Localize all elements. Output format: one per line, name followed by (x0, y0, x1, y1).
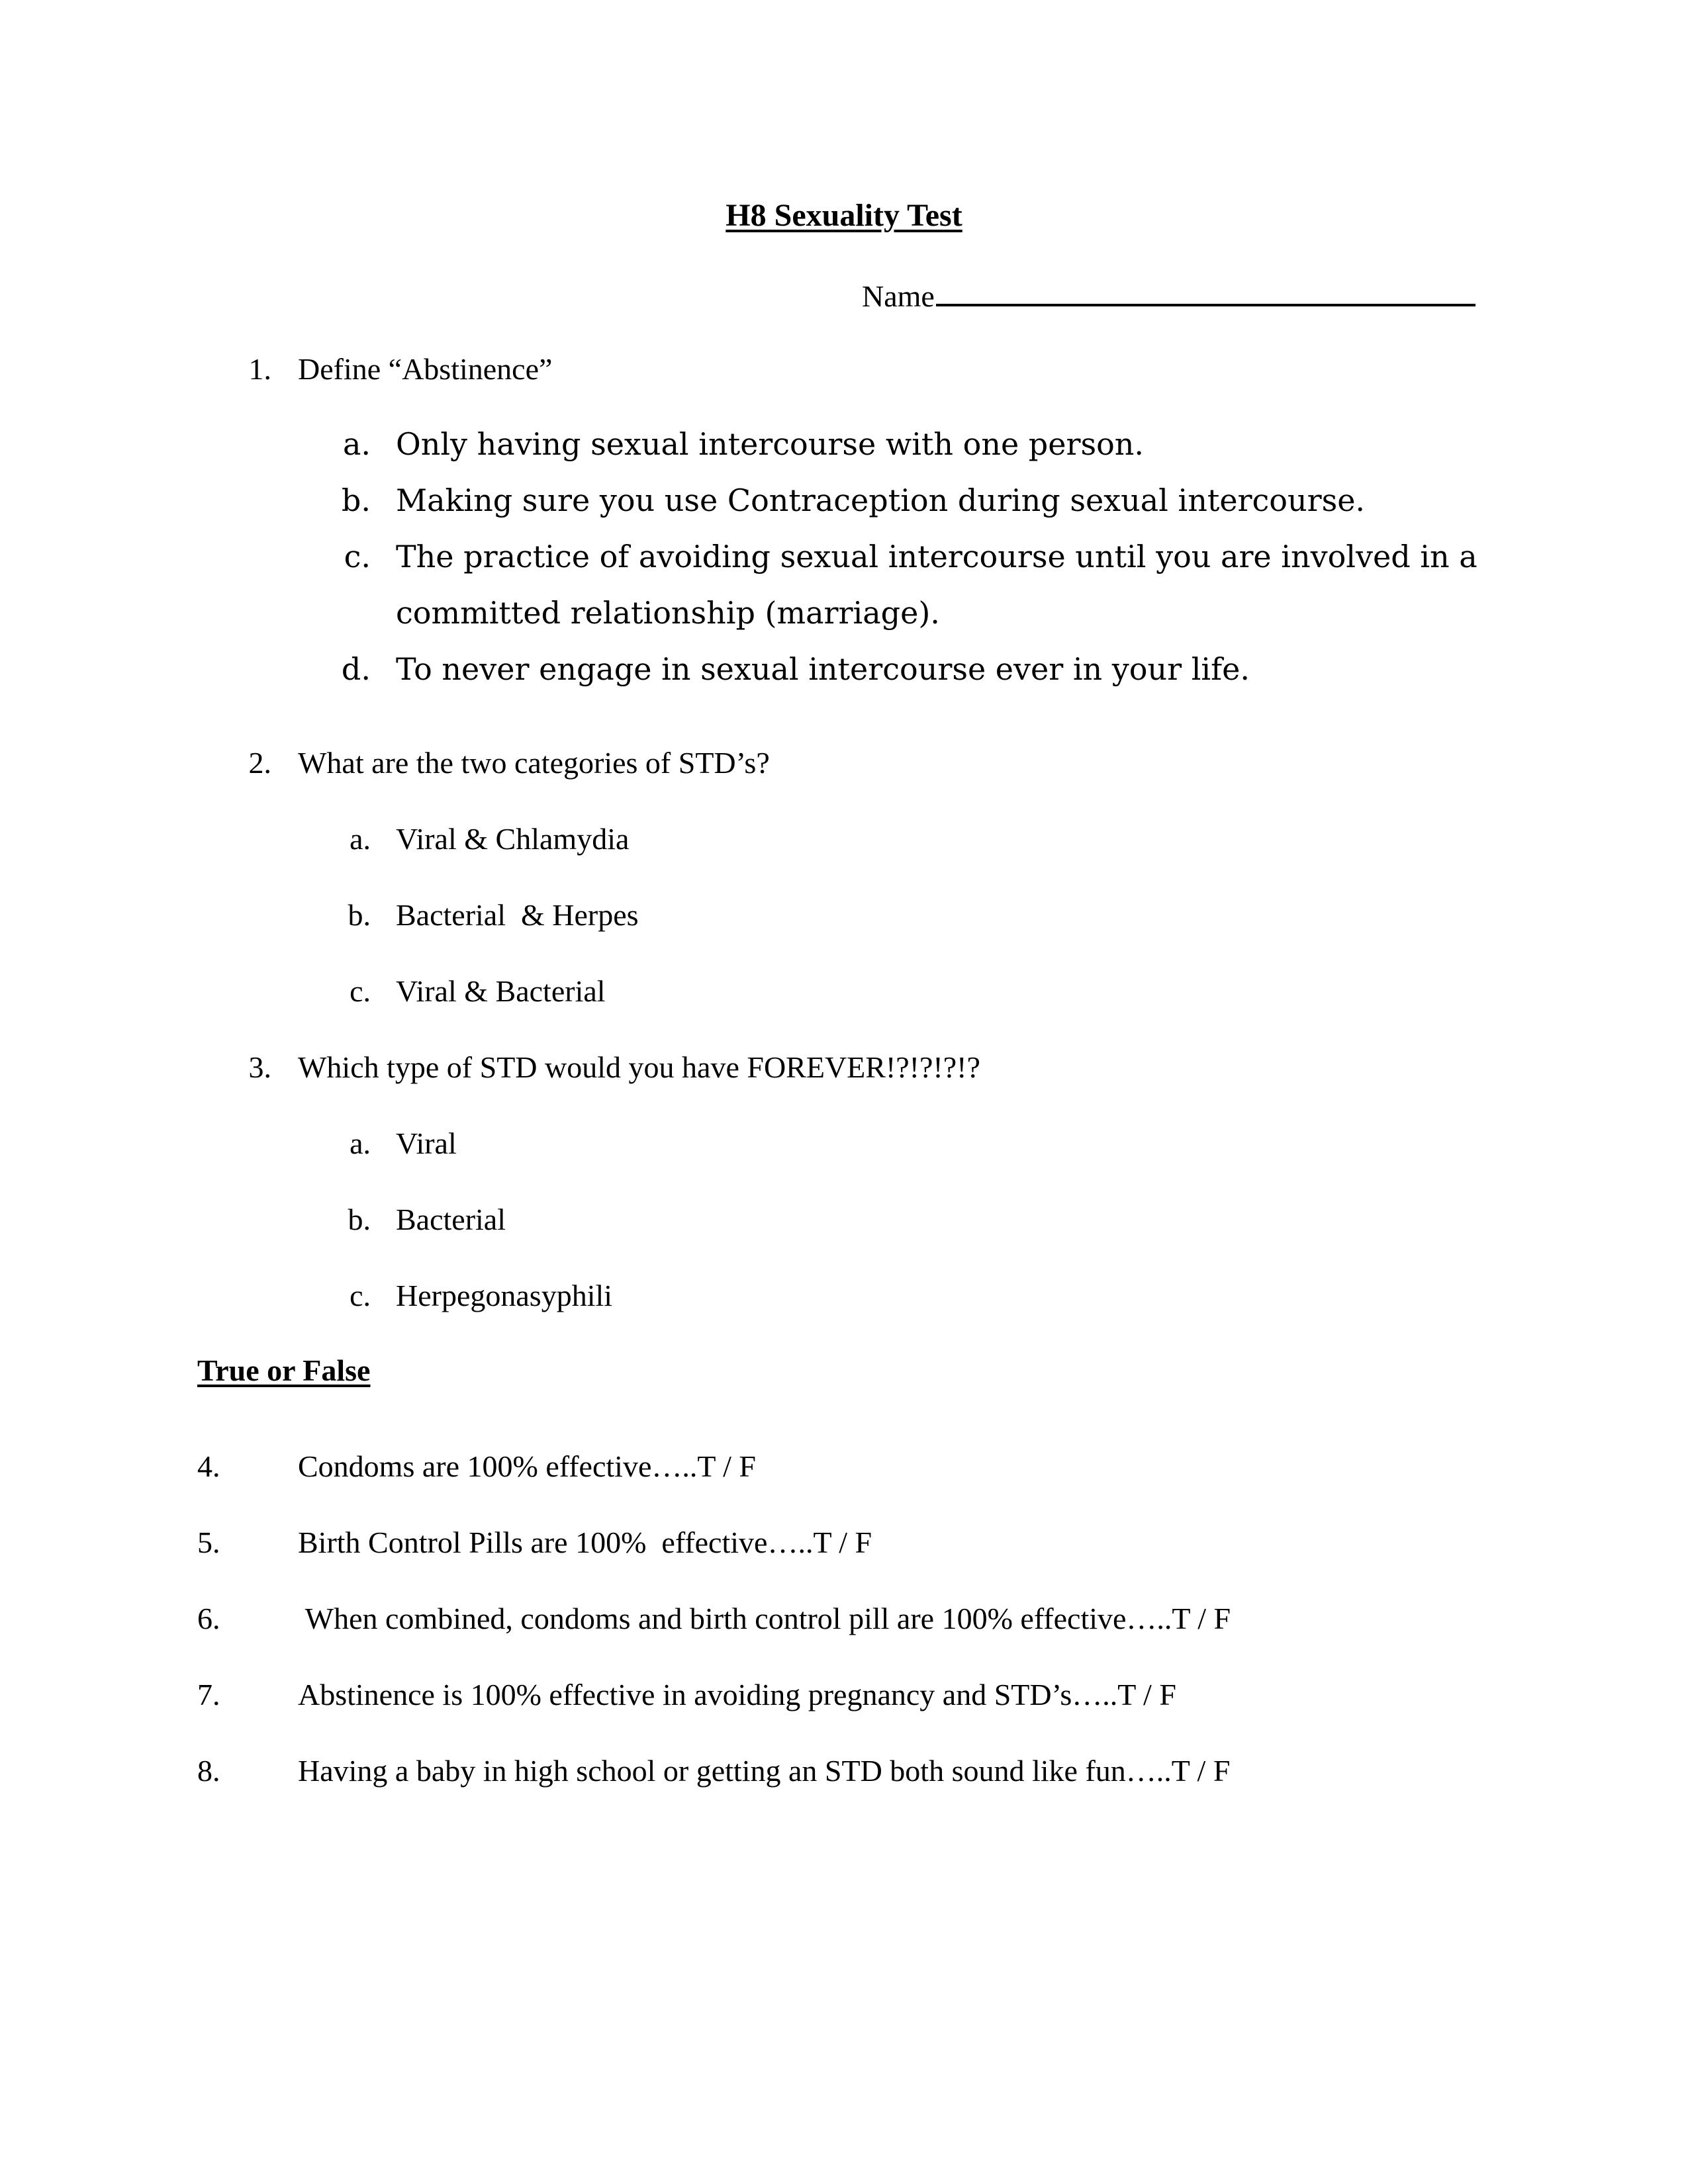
q1-option-c-letter: c. (344, 539, 371, 574)
tf-item-4-number: 4. (197, 1449, 220, 1483)
q2-text: What are the two categories of STD’s? (298, 746, 770, 780)
q2-option-a-text: Viral & Chlamydia (396, 822, 630, 856)
q1-number: 1. (248, 352, 271, 386)
true-false-heading: True or False (197, 1353, 371, 1387)
tf-item-6-text: When combined, condoms and birth control pill are 100% effective…..T / F (298, 1602, 1231, 1635)
tf-item-7-number: 7. (197, 1678, 220, 1711)
tf-item-7-text: Abstinence is 100% effective in avoiding pregnancy and STD’s…..T / F (298, 1678, 1176, 1711)
q3-number: 3. (248, 1050, 271, 1084)
tf-item-5-number: 5. (197, 1525, 220, 1559)
q2-option-a-letter: a. (350, 822, 371, 856)
name-field (862, 275, 1476, 312)
q3-option-a-text: Viral (396, 1126, 457, 1160)
q1-option-b-text: Making sure you use Contraception during sexual intercourse. (396, 482, 1366, 518)
page-title: H8 Sexuality Test (726, 198, 962, 233)
q1-option-a-text: Only having sexual intercourse with one person. (396, 426, 1145, 462)
q1-option-d-letter: d. (341, 651, 371, 687)
q1-option-c-text-continued: committed relationship (marriage). (396, 595, 940, 631)
q2-number: 2. (248, 746, 271, 780)
q1-text: Define “Abstinence” (298, 352, 553, 386)
q1-option-c-text: The practice of avoiding sexual intercourse until you are involved in a (396, 539, 1477, 574)
name-label: Name (862, 279, 935, 313)
tf-item-6-number: 6. (197, 1602, 220, 1635)
q3-text: Which type of STD would you have FOREVER!?!?!?!? (298, 1050, 980, 1084)
q2-option-c-text: Viral & Bacterial (396, 974, 606, 1008)
q1-option-b-letter: b. (341, 482, 371, 518)
q3-option-a-letter: a. (350, 1126, 371, 1160)
name-blank-line (936, 275, 1476, 306)
tf-item-5-text: Birth Control Pills are 100% effective…..T / F (298, 1525, 872, 1559)
q3-option-b-text: Bacterial (396, 1203, 506, 1236)
q1-option-a-letter: a. (342, 426, 371, 462)
q2-option-c-letter: c. (350, 974, 371, 1008)
q3-option-c-text: Herpegonasyphili (396, 1279, 613, 1312)
tf-item-4-text: Condoms are 100% effective…..T / F (298, 1449, 756, 1483)
q1-option-d-text: To never engage in sexual intercourse ever in your life. (396, 651, 1250, 687)
tf-item-8-number: 8. (197, 1754, 220, 1788)
q2-option-b-text: Bacterial & Herpes (396, 898, 639, 932)
q3-option-b-letter: b. (348, 1203, 371, 1236)
q2-option-b-letter: b. (348, 898, 371, 932)
q3-option-c-letter: c. (350, 1279, 371, 1312)
tf-item-8-text: Having a baby in high school or getting an STD both sound like fun…..T / F (298, 1754, 1231, 1788)
